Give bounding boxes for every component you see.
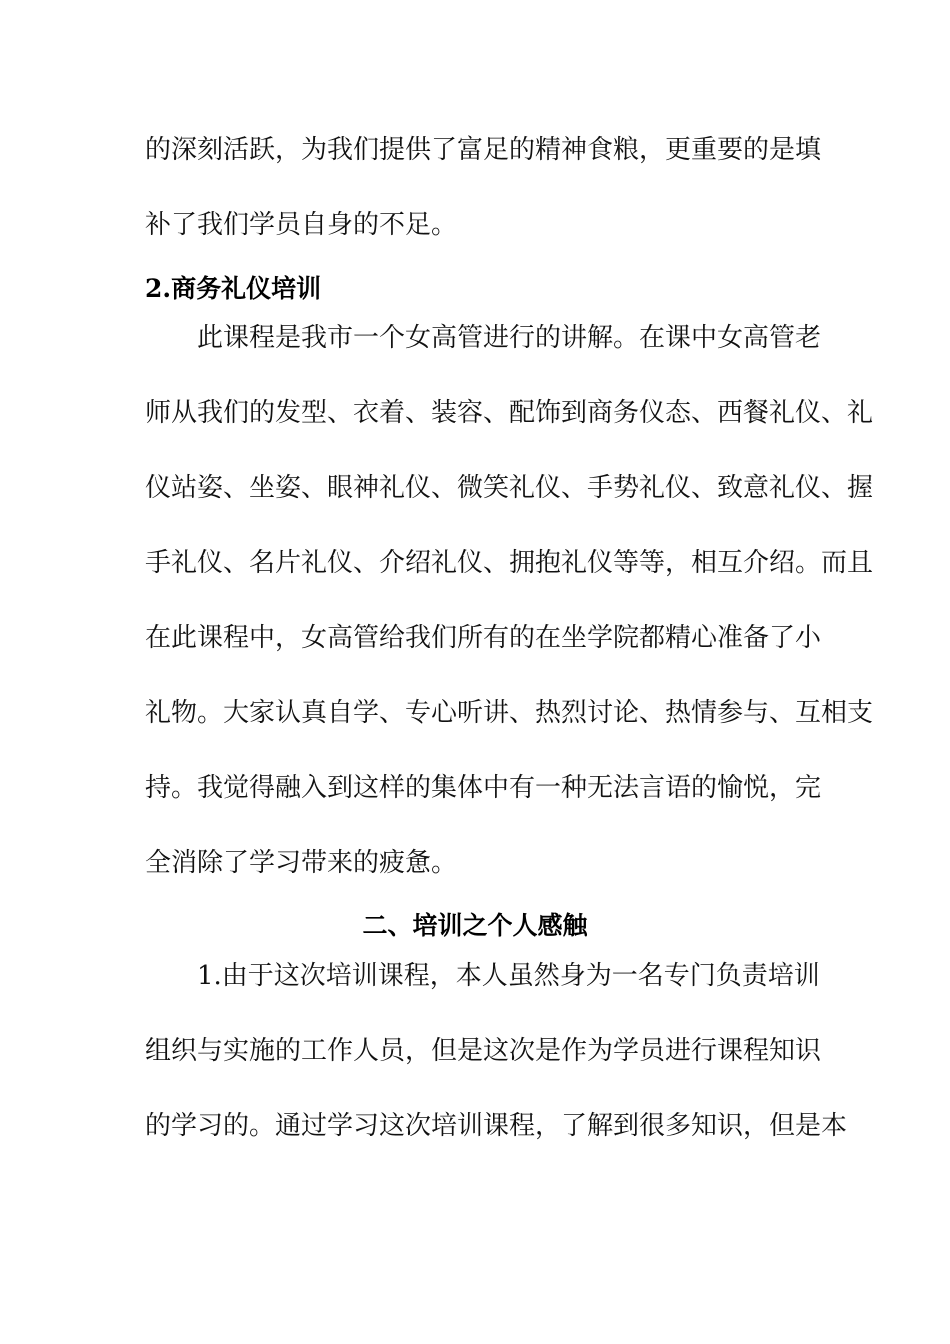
body-text-line: 此课程是我市一个女高管进行的讲解。在课中女高管老 bbox=[145, 323, 822, 353]
body-text-line: 持。我觉得融入到这样的集体中有一种无法言语的愉悦，完 bbox=[145, 773, 822, 803]
body-text-line: 在此课程中，女高管给我们所有的在坐学院都精心准备了小 bbox=[145, 623, 822, 653]
body-text-line: 1.由于这次培训课程，本人虽然身为一名专门负责培训 bbox=[145, 961, 820, 991]
body-text-line: 师从我们的发型、衣着、装容、配饰到商务仪态、西餐礼仪、礼 bbox=[145, 398, 874, 428]
body-text-line: 礼物。大家认真自学、专心听讲、热烈讨论、热情参与、互相支 bbox=[145, 698, 874, 728]
body-text-line: 补了我们学员自身的不足。 bbox=[145, 210, 458, 240]
body-text-line: 仪站姿、坐姿、眼神礼仪、微笑礼仪、手势礼仪、致意礼仪、握 bbox=[145, 473, 874, 503]
body-text-line: 全消除了学习带来的疲惫。 bbox=[145, 848, 458, 878]
body-text-line: 的深刻活跃，为我们提供了富足的精神食粮，更重要的是填 bbox=[145, 135, 822, 165]
section-heading-personal-reflections: 二、培训之个人感触 bbox=[362, 911, 588, 940]
body-text-line: 手礼仪、名片礼仪、介绍礼仪、拥抱礼仪等等，相互介绍。而且 bbox=[145, 548, 874, 578]
section-heading-business-etiquette: 2.商务礼仪培训 bbox=[145, 274, 322, 303]
body-text-line: 组织与实施的工作人员，但是这次是作为学员进行课程知识 bbox=[145, 1036, 822, 1066]
body-text-line: 的学习的。通过学习这次培训课程，了解到很多知识，但是本 bbox=[145, 1111, 848, 1141]
